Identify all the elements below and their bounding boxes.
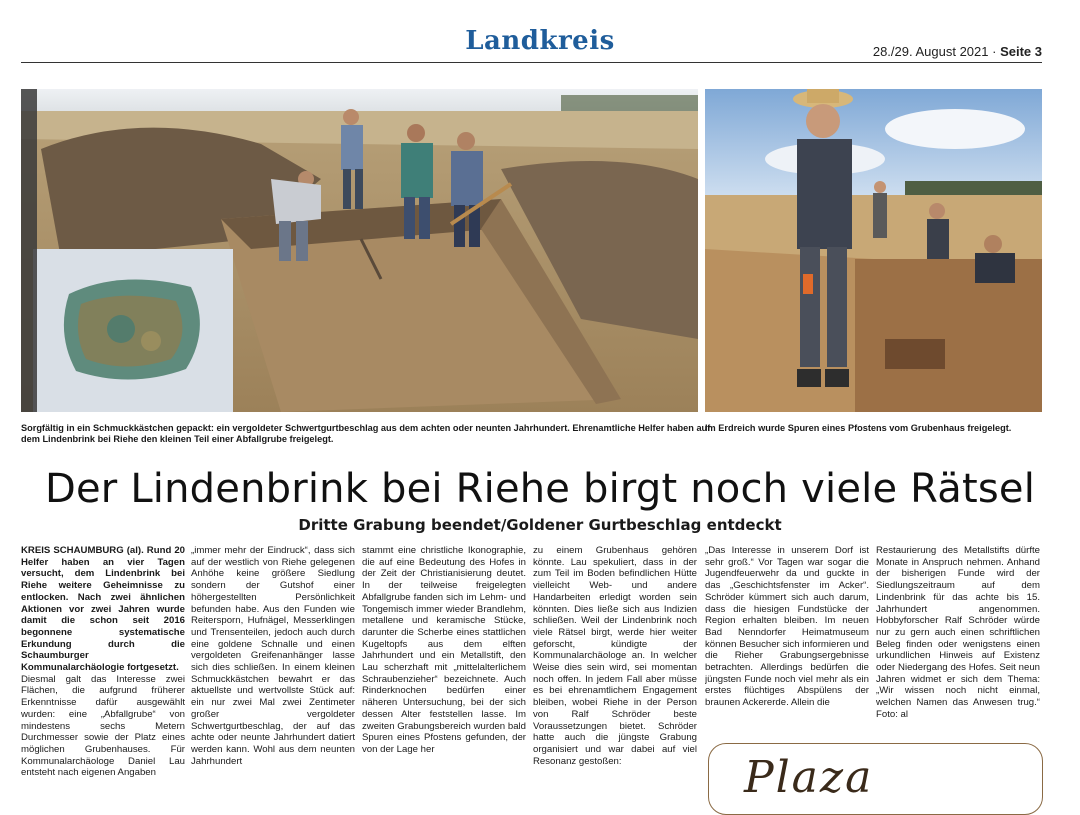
issue-date: 28./29. August 2021 · — [872, 44, 997, 59]
article-column-3 — [362, 545, 526, 800]
section-title: Landkreis — [465, 26, 615, 56]
belt-fitting-inset — [33, 249, 233, 412]
header-rule — [21, 62, 1042, 63]
article-column-6 — [876, 545, 1040, 740]
article-column-2 — [191, 545, 355, 800]
caption-right: Im Erdreich wurde Spuren eines Pfostens vom Grubenhaus freigelegt. — [705, 423, 1012, 433]
column-4-text: zu einem Grubenhaus gehören könnte. Lau spekuliert, dass in der zum Teil im Boden befindlichen Hütte vielleicht Web- und andere Handarbeiten erledigt worden sein könnten. Dies ließe sich aus Indizien schließen. Weil der Lindenbrink noch viele Rätsel birgt, werde hier weiter geforscht, kündigte der Kommunalarchäologe an. In welcher Weise dies sein wird, sei momentan noch offen. In jedem Fall aber müsse es bei ehrenamtlichem Engagement bleiben, wobei Riehe in der Person von Ralf Schröder beste Voraussetzungen bietet. Schröder hatte auch die jüngste Grabung organisiert und war dabei auf viel Resonanz gestoßen: — [533, 545, 697, 767]
page-number: Seite 3 — [1000, 44, 1042, 59]
article-column-5 — [705, 545, 869, 740]
archaeologist-photo-illustration — [705, 89, 1042, 412]
excavation-photo-illustration — [21, 89, 698, 412]
issue-info — [873, 44, 1042, 59]
column-3-text: stammt eine christliche Ikonographie, die auf eine Bedeutung des Hofes in der Zeit der Christianisierung deutet. In der teilweise freigelegten Abfallgrube fanden sich im Lehm- und Tongemisch immer wieder Brandlehm, metallene und keramische Stücke, darunter die Scherbe eines stattlichen Kugeltopfs aus dem elften Jahrhundert und ein Metallstift, den Lau scherzhaft mit „mittelalterlichem Schraubenzieher“ bezeichnete. Auch Rinderknochen bedürfen einer näheren Untersuchung, bei der sich dessen Alter feststellen lasse. Im zweiten Grabungsbereich wurden bald Spuren eines Pfostens gefunden, der von der Lage her — [362, 545, 526, 755]
article-headline: Der Lindenbrink bei Riehe birgt noch viele Rätsel — [44, 466, 1036, 512]
article-column-1 — [21, 545, 185, 800]
archaeologist-photo — [705, 89, 1042, 412]
column-2-text: „immer mehr der Eindruck“, dass sich auf der westlich von Riehe gelegenen Anhöhe keine größere Siedlung sondern der Gutshof einer höhergestellten Persönlichkeit befunden habe. Aus den Funden wie Reitersporn, Hufnägel, Messerklingen und Trensenteilen, jedoch auch durch eine goldene Schnalle und einen vergoldeten Greifenanhänger lasse sich dies schließen. In einem kleinen Schmuckkästchen bewahrt er das aktuellste und wertvollste Stück auf: ein nur zwei Mal zwei Zentimeter großer vergoldeter Schwertgurtbeschlag, der auf das achte oder neunte Jahrhundert datiert werden kann. Wohl aus dem neunten Jahrhundert — [191, 545, 355, 767]
article-lead: KREIS SCHAUMBURG (al). Rund 20 Helfer haben an vier Tagen versucht, dem Lindenbrink bei Riehe weitere Geheimnisse zu entlocken. Nach zwei ähnlichen Aktionen vor zwei Jahren wurde damit die schon seit 2016 begonnene systematische Erkundung durch die Schaumburger Kommunalarchäologie fortgesetzt. — [21, 545, 185, 674]
caption-left: Sorgfältig in ein Schmuckkästchen gepackt: ein vergoldeter Schwertgurtbeschlag aus dem achten oder neunten Jahrhundert. Ehrenamtliche Helfer haben auf dem Lindenbrink bei Riehe den kleinen Teil einer Abfallgrube freigelegt. — [21, 423, 711, 444]
column-1-text: Diesmal galt das Interesse zwei Flächen, die aufgrund früherer Erkenntnisse dafür ausgewählt wurden: eine „Abfallgrube“ von mindestens sechs Metern Durchmesser sowie der Platz eines möglichen Grubenhauses. Für Kommunalarchäologe Daniel Lau entsteht nach eigenen Angaben — [21, 673, 185, 779]
excavation-photo — [21, 89, 698, 412]
column-5-text: „Das Interesse in unserem Dorf ist sehr groß.“ Vor Tagen war sogar die Jugendfeuerwehr da und guckte in das „Geschichtsfenster im Acker“. Schröder kümmert sich auch darum, dass die hiesigen Fundstücke der Region erhalten bleiben. Im neuen Bad Nenndorfer Heimatmuseum können Besucher sich informieren und die Rieher Grabungsergebnisse betrachten. Allerdings bedürfen die jüngsten Funde noch viel mehr als ein erstes flüchtiges Abspülens der braunen Ackererde. Allein die — [705, 545, 869, 709]
column-6-text: Restaurierung des Metallstifts dürfte Monate in Anspruch nehmen. Anhand der bisherigen Funde wird der Siedlungszeitraum auf dem Lindenbrink für das achte bis 15. Jahrhundert angenommen. Hobbyforscher Ralf Schröder würde nur zu gern auch einen schriftlichen Beleg finden oder wenigstens einen urkundlichen Hinweis auf Existenz oder Niedergang des Hofes. Seit neun Jahren widmet er sich dem Thema: „Wir wissen noch nicht einmal, welchen Namen das Anwesen trug.“ Foto: al — [876, 545, 1040, 720]
article-column-4 — [533, 545, 697, 800]
article-subheadline: Dritte Grabung beendet/Goldener Gurtbeschlag entdeckt — [298, 516, 782, 534]
advertisement-logo: Plaza — [744, 752, 874, 803]
